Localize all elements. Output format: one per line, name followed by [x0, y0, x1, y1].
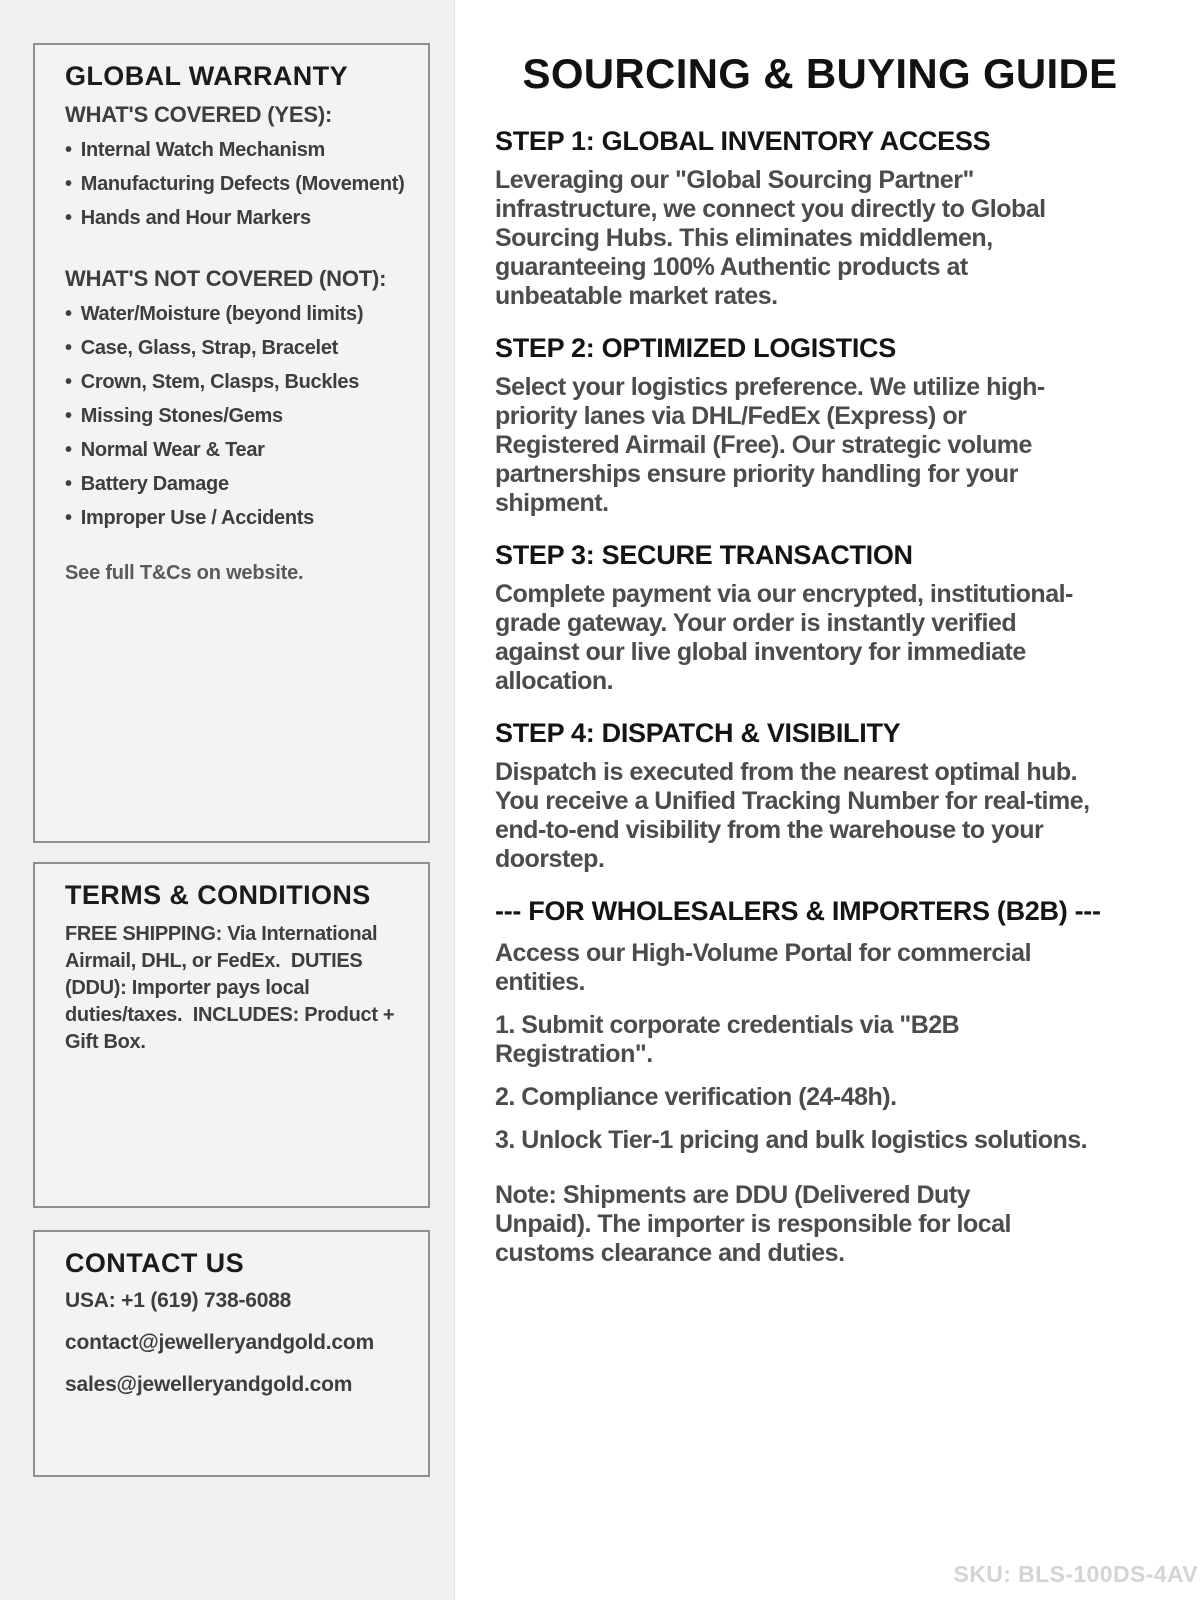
contact-line: sales@jewelleryandgold.com — [65, 1373, 353, 1396]
step-section — [495, 333, 1145, 518]
main-content — [456, 0, 1200, 1600]
terms-box — [33, 862, 430, 1208]
not-covered-item: • Crown, Stem, Clasps, Buckles — [65, 370, 414, 394]
covered-subtitle: WHAT'S COVERED (YES): — [65, 102, 333, 127]
not-covered-subtitle: WHAT'S NOT COVERED (NOT): — [65, 266, 387, 291]
step-heading: STEP 2: OPTIMIZED LOGISTICS — [495, 333, 896, 363]
not-covered-item: • Missing Stones/Gems — [65, 404, 414, 428]
step-body: Complete payment via our encrypted, institutional-grade gateway. Your order is instantly verified against our live global inventory for immediate allocation. — [495, 580, 1073, 695]
contact-box — [33, 1230, 430, 1477]
step-heading: STEP 3: SECURE TRANSACTION — [495, 540, 913, 570]
warranty-footnote: See full T&Cs on website. — [65, 562, 304, 584]
step-section — [495, 126, 1145, 311]
step-heading: STEP 4: DISPATCH & VISIBILITY — [495, 718, 901, 748]
terms-title: TERMS & CONDITIONS — [65, 880, 371, 910]
warranty-box — [33, 43, 430, 843]
terms-body: FREE SHIPPING: Via International Airmail, DHL, or FedEx. DUTIES (DDU): Importer pays local duties/taxes. INCLUDES: Product + Gift Box. — [65, 923, 400, 1053]
page-title: SOURCING & BUYING GUIDE — [522, 50, 1118, 97]
step-body: Select your logistics preference. We utilize high-priority lanes via DHL/FedEx (Express) or Registered Airmail (Free). Our strategic volume partnerships ensure priority handling for your shipment. — [495, 373, 1045, 517]
contact-line: USA: +1 (619) 738-6088 — [65, 1289, 292, 1312]
b2b-heading: --- FOR WHOLESALERS & IMPORTERS (B2B) --- — [495, 896, 1101, 926]
not-covered-item: • Case, Glass, Strap, Bracelet — [65, 336, 414, 360]
contact-list — [65, 1289, 414, 1397]
b2b-paragraph: Access our High-Volume Portal for commercial entities. — [495, 939, 1032, 996]
not-covered-item: • Water/Moisture (beyond limits) — [65, 302, 414, 326]
not-covered-list — [65, 302, 414, 530]
b2b-paragraph: 3. Unlock Tier-1 pricing and bulk logistics solutions. — [495, 1126, 1088, 1154]
sidebar — [0, 0, 455, 1600]
contact-title: CONTACT US — [65, 1248, 244, 1278]
covered-item: • Internal Watch Mechanism — [65, 138, 414, 162]
b2b-note: Note: Shipments are DDU (Delivered Duty Unpaid). The importer is responsible for local customs clearance and duties. — [495, 1181, 1011, 1267]
contact-line: contact@jewelleryandgold.com — [65, 1331, 374, 1354]
covered-item: • Manufacturing Defects (Movement) — [65, 172, 414, 196]
b2b-paragraphs — [495, 939, 1145, 1155]
step-section — [495, 540, 1145, 696]
step-body: Leveraging our "Global Sourcing Partner" infrastructure, we connect you directly to Global Sourcing Hubs. This eliminates middlemen, guaranteeing 100% Authentic products at unbeatable market rates. — [495, 166, 1046, 310]
sku-label: SKU: BLS-100DS-4AV — [953, 1561, 1198, 1587]
not-covered-item: • Improper Use / Accidents — [65, 506, 414, 530]
not-covered-item: • Normal Wear & Tear — [65, 438, 414, 462]
step-body: Dispatch is executed from the nearest optimal hub. You receive a Unified Tracking Number for real-time, end-to-end visibility from the warehouse to your doorstep. — [495, 758, 1090, 873]
steps — [495, 126, 1145, 874]
covered-item: • Hands and Hour Markers — [65, 206, 414, 230]
not-covered-item: • Battery Damage — [65, 472, 414, 496]
step-section — [495, 718, 1145, 874]
warranty-title: GLOBAL WARRANTY — [65, 61, 348, 91]
covered-list — [65, 138, 414, 230]
b2b-paragraph: 2. Compliance verification (24-48h). — [495, 1083, 897, 1111]
step-heading: STEP 1: GLOBAL INVENTORY ACCESS — [495, 126, 991, 156]
b2b-paragraph: 1. Submit corporate credentials via "B2B Registration". — [495, 1011, 960, 1068]
